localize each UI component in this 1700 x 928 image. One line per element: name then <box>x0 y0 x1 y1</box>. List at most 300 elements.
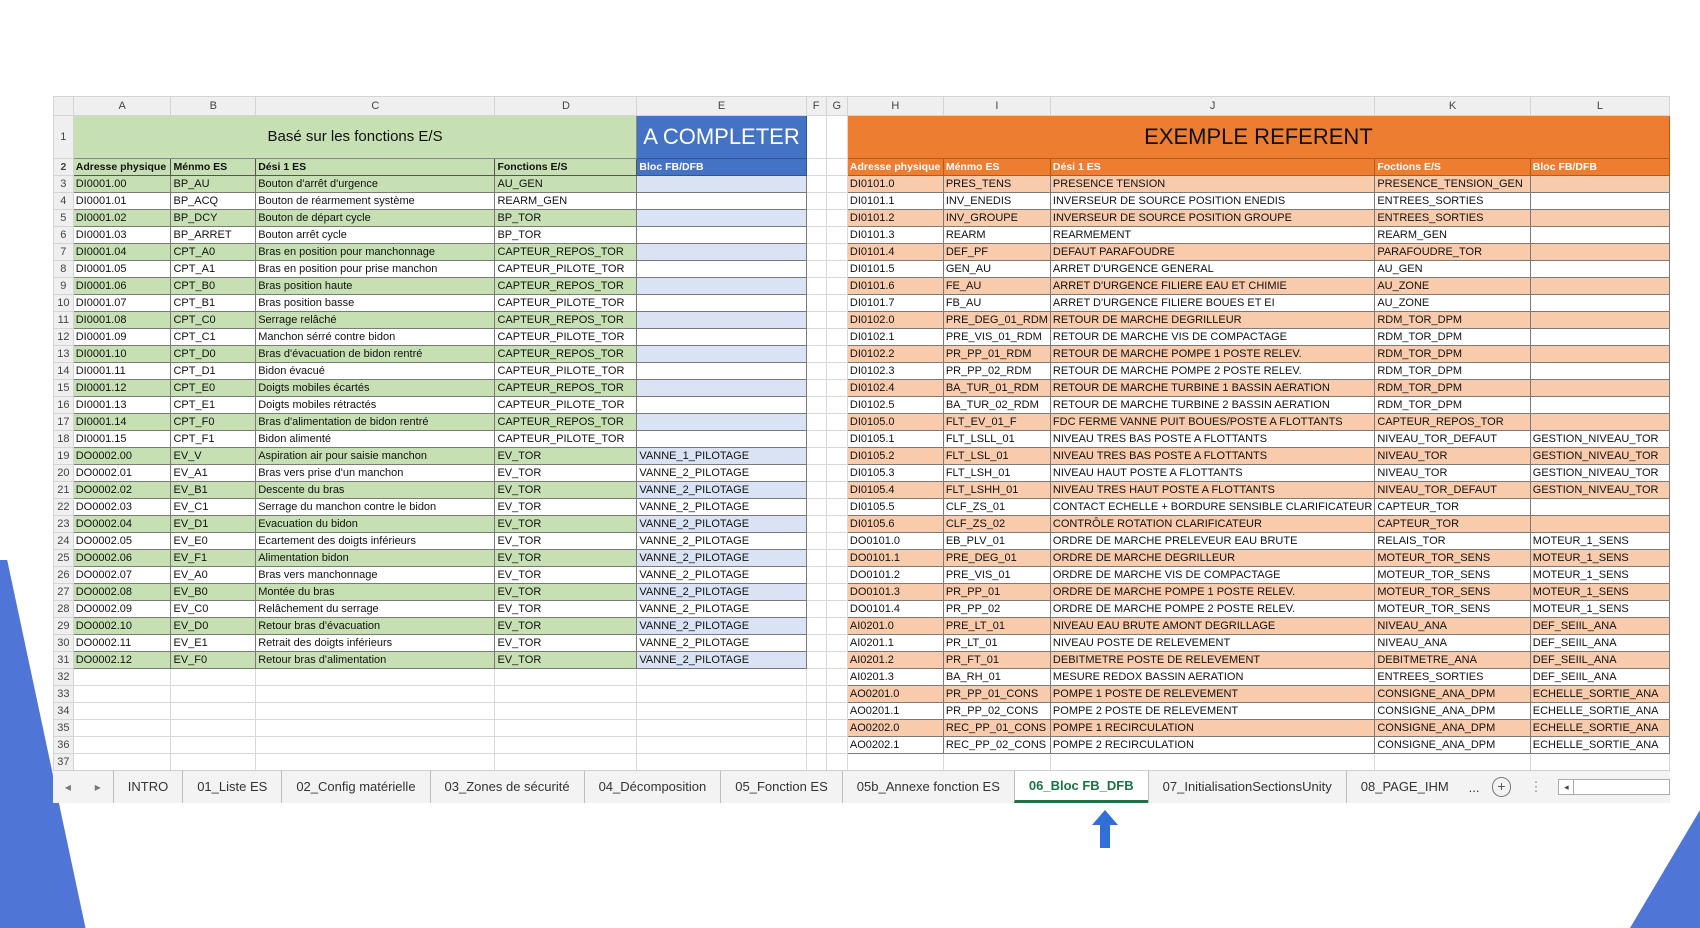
ref-cell-address[interactable]: DI0101.5 <box>847 261 943 278</box>
cell-desi[interactable]: Bouton arrêt cycle <box>256 227 495 244</box>
ref-cell-desi[interactable]: NIVEAU TRES BAS POSTE A FLOTTANTS <box>1050 431 1374 448</box>
column-header[interactable]: G <box>826 97 847 116</box>
cell-desi[interactable]: Relâchement du serrage <box>256 601 495 618</box>
cell[interactable] <box>806 244 826 261</box>
tab-intro[interactable]: INTRO <box>113 771 182 803</box>
cell[interactable] <box>826 601 847 618</box>
cell-desi[interactable]: Doigts mobiles écartés <box>256 380 495 397</box>
ref-cell-mnemo[interactable]: FLT_LSLL_01 <box>943 431 1050 448</box>
ref-cell-function[interactable]: RELAIS_TOR <box>1375 533 1530 550</box>
column-header[interactable]: H <box>847 97 943 116</box>
cell-function[interactable]: EV_TOR <box>495 499 637 516</box>
cell-address[interactable]: DI0001.00 <box>73 176 171 193</box>
cell-mnemo[interactable]: CPT_F0 <box>171 414 256 431</box>
ref-cell-desi[interactable]: ARRET D'URGENCE GENERAL <box>1050 261 1374 278</box>
ref-cell-function[interactable]: CONSIGNE_ANA_DPM <box>1375 703 1530 720</box>
cell-address[interactable]: DI0001.02 <box>73 210 171 227</box>
cell-mnemo[interactable]: EV_B1 <box>171 482 256 499</box>
cell[interactable] <box>806 193 826 210</box>
ref-cell-address[interactable]: DI0102.3 <box>847 363 943 380</box>
row-header[interactable]: 15 <box>54 380 74 397</box>
ref-cell-mnemo[interactable]: FB_AU <box>943 295 1050 312</box>
cell[interactable] <box>826 618 847 635</box>
tab-03-zones-de-s-curit[interactable]: 03_Zones de sécurité <box>430 771 584 803</box>
ref-cell-address[interactable]: DI0102.0 <box>847 312 943 329</box>
cell-address[interactable]: DO0002.02 <box>73 482 171 499</box>
ref-cell-bloc[interactable] <box>1530 261 1669 278</box>
ref-cell-desi[interactable]: POMPE 2 POSTE DE RELEVEMENT <box>1050 703 1374 720</box>
cell-bloc[interactable]: VANNE_2_PILOTAGE <box>637 618 806 635</box>
ref-cell-function[interactable]: RDM_TOR_DPM <box>1375 329 1530 346</box>
cell-address[interactable] <box>73 669 171 686</box>
row-header[interactable]: 17 <box>54 414 74 431</box>
ref-cell-address[interactable]: DO0101.3 <box>847 584 943 601</box>
ref-cell-mnemo[interactable]: BA_TUR_01_RDM <box>943 380 1050 397</box>
cell-function[interactable]: CAPTEUR_REPOS_TOR <box>495 312 637 329</box>
left-header-desi[interactable]: Dési 1 ES <box>256 159 495 176</box>
ref-cell-mnemo[interactable]: PR_PP_01 <box>943 584 1050 601</box>
ref-cell-mnemo[interactable]: BA_TUR_02_RDM <box>943 397 1050 414</box>
ref-cell-mnemo[interactable]: PR_PP_02_RDM <box>943 363 1050 380</box>
tab-scroll-prev-icon[interactable]: ◂ <box>64 780 71 794</box>
cell-function[interactable]: EV_TOR <box>495 618 637 635</box>
ref-cell-desi[interactable]: RETOUR DE MARCHE POMPE 1 POSTE RELEV. <box>1050 346 1374 363</box>
cell-mnemo[interactable]: CPT_A1 <box>171 261 256 278</box>
ref-cell-mnemo[interactable]: REC_PP_02_CONS <box>943 737 1050 754</box>
cell-bloc[interactable]: VANNE_2_PILOTAGE <box>637 584 806 601</box>
separator-dots-icon[interactable]: ⋮ <box>1529 779 1543 794</box>
ref-cell-desi[interactable]: MESURE REDOX BASSIN AERATION <box>1050 669 1374 686</box>
cell[interactable] <box>806 346 826 363</box>
row-header[interactable]: 8 <box>54 261 74 278</box>
cell[interactable] <box>806 210 826 227</box>
tab-08-page-ihm[interactable]: 08_PAGE_IHM <box>1346 771 1463 803</box>
cell-function[interactable]: EV_TOR <box>495 584 637 601</box>
cell-address[interactable]: DI0001.13 <box>73 397 171 414</box>
cell-bloc[interactable]: VANNE_2_PILOTAGE <box>637 652 806 669</box>
cell-function[interactable]: EV_TOR <box>495 516 637 533</box>
cell[interactable] <box>806 754 826 771</box>
cell-address[interactable]: DI0001.01 <box>73 193 171 210</box>
cell-desi[interactable]: Ecartement des doigts inférieurs <box>256 533 495 550</box>
cell-desi[interactable]: Bras vers prise d'un manchon <box>256 465 495 482</box>
right-header-desi[interactable]: Dési 1 ES <box>1050 159 1374 176</box>
cell-address[interactable]: DI0001.06 <box>73 278 171 295</box>
cell[interactable] <box>826 193 847 210</box>
cell[interactable] <box>806 176 826 193</box>
ref-cell-address[interactable]: AO0201.1 <box>847 703 943 720</box>
cell-function[interactable]: EV_TOR <box>495 567 637 584</box>
ref-cell-bloc[interactable]: ECHELLE_SORTIE_ANA <box>1530 703 1669 720</box>
cell-address[interactable]: DO0002.01 <box>73 465 171 482</box>
cell-address[interactable]: DI0001.03 <box>73 227 171 244</box>
cell-mnemo[interactable]: CPT_D1 <box>171 363 256 380</box>
ref-cell-function[interactable]: RDM_TOR_DPM <box>1375 346 1530 363</box>
ref-cell-function[interactable]: NIVEAU_TOR <box>1375 465 1530 482</box>
cell[interactable] <box>806 295 826 312</box>
cell-bloc[interactable]: VANNE_2_PILOTAGE <box>637 567 806 584</box>
ref-cell-address[interactable]: DI0105.3 <box>847 465 943 482</box>
ref-cell-mnemo[interactable]: PR_FT_01 <box>943 652 1050 669</box>
cell-mnemo[interactable] <box>171 669 256 686</box>
cell[interactable] <box>806 465 826 482</box>
cell[interactable] <box>826 210 847 227</box>
cell-mnemo[interactable]: EV_A0 <box>171 567 256 584</box>
ref-cell-mnemo[interactable]: GEN_AU <box>943 261 1050 278</box>
cell-desi[interactable]: Bouton de départ cycle <box>256 210 495 227</box>
cell-address[interactable]: DI0001.11 <box>73 363 171 380</box>
ref-cell-desi[interactable]: NIVEAU POSTE DE RELEVEMENT <box>1050 635 1374 652</box>
ref-cell-bloc[interactable] <box>1530 346 1669 363</box>
row-header[interactable]: 12 <box>54 329 74 346</box>
ref-cell-address[interactable]: DI0105.1 <box>847 431 943 448</box>
cell[interactable] <box>806 227 826 244</box>
ref-cell-function[interactable]: PARAFOUDRE_TOR <box>1375 244 1530 261</box>
ref-cell-function[interactable]: PRESENCE_TENSION_GEN <box>1375 176 1530 193</box>
ref-cell-mnemo[interactable]: PR_PP_01_CONS <box>943 686 1050 703</box>
ref-cell-mnemo[interactable]: INV_ENEDIS <box>943 193 1050 210</box>
cell[interactable] <box>826 516 847 533</box>
row-header[interactable]: 34 <box>54 703 74 720</box>
cell-desi[interactable]: Serrage du manchon contre le bidon <box>256 499 495 516</box>
cell-address[interactable]: DI0001.10 <box>73 346 171 363</box>
ref-cell-address[interactable]: DI0105.2 <box>847 448 943 465</box>
cell-function[interactable]: CAPTEUR_PILOTE_TOR <box>495 397 637 414</box>
cell-address[interactable]: DO0002.07 <box>73 567 171 584</box>
cell-bloc[interactable] <box>637 414 806 431</box>
cell[interactable] <box>826 261 847 278</box>
cell[interactable] <box>806 720 826 737</box>
ref-cell-address[interactable]: AI0201.3 <box>847 669 943 686</box>
ref-cell-desi[interactable]: RETOUR DE MARCHE VIS DE COMPACTAGE <box>1050 329 1374 346</box>
ref-cell-function[interactable]: NIVEAU_ANA <box>1375 618 1530 635</box>
cell[interactable] <box>806 635 826 652</box>
ref-cell-mnemo[interactable] <box>943 754 1050 771</box>
ref-cell-address[interactable]: DI0102.5 <box>847 397 943 414</box>
row-header[interactable]: 29 <box>54 618 74 635</box>
cell-bloc[interactable] <box>637 312 806 329</box>
cell-desi[interactable]: Bras position basse <box>256 295 495 312</box>
row-header[interactable]: 13 <box>54 346 74 363</box>
column-header[interactable]: A <box>73 97 171 116</box>
cell-function[interactable]: EV_TOR <box>495 601 637 618</box>
ref-cell-mnemo[interactable]: FLT_LSL_01 <box>943 448 1050 465</box>
cell-address[interactable]: DO0002.09 <box>73 601 171 618</box>
ref-cell-function[interactable]: RDM_TOR_DPM <box>1375 397 1530 414</box>
cell[interactable] <box>826 176 847 193</box>
ref-cell-address[interactable]: DO0101.4 <box>847 601 943 618</box>
banner-a-completer[interactable]: A COMPLETER <box>637 116 806 159</box>
ref-cell-mnemo[interactable]: FLT_LSH_01 <box>943 465 1050 482</box>
cell-mnemo[interactable]: BP_DCY <box>171 210 256 227</box>
ref-cell-address[interactable]: DI0105.5 <box>847 499 943 516</box>
ref-cell-mnemo[interactable]: EB_PLV_01 <box>943 533 1050 550</box>
row-header[interactable]: 19 <box>54 448 74 465</box>
cell-bloc[interactable] <box>637 210 806 227</box>
row-header[interactable]: 7 <box>54 244 74 261</box>
cell-function[interactable] <box>495 754 637 771</box>
left-header-bloc[interactable]: Bloc FB/DFB <box>637 159 806 176</box>
row-header[interactable]: 33 <box>54 686 74 703</box>
row-header[interactable]: 11 <box>54 312 74 329</box>
ref-cell-function[interactable]: NIVEAU_ANA <box>1375 635 1530 652</box>
ref-cell-bloc[interactable] <box>1530 516 1669 533</box>
cell[interactable] <box>826 686 847 703</box>
cell-mnemo[interactable] <box>171 686 256 703</box>
cell[interactable] <box>806 363 826 380</box>
ref-cell-desi[interactable]: INVERSEUR DE SOURCE POSITION GROUPE <box>1050 210 1374 227</box>
horizontal-scrollbar[interactable] <box>1558 779 1670 795</box>
ref-cell-address[interactable]: AI0201.0 <box>847 618 943 635</box>
cell-desi[interactable]: Montée du bras <box>256 584 495 601</box>
ref-cell-address[interactable]: AI0201.1 <box>847 635 943 652</box>
cell-address[interactable]: DI0001.09 <box>73 329 171 346</box>
cell-mnemo[interactable] <box>171 720 256 737</box>
ref-cell-function[interactable]: CONSIGNE_ANA_DPM <box>1375 686 1530 703</box>
row-header[interactable]: 10 <box>54 295 74 312</box>
ref-cell-desi[interactable]: ORDRE DE MARCHE POMPE 1 POSTE RELEV. <box>1050 584 1374 601</box>
cell-bloc[interactable] <box>637 380 806 397</box>
cell[interactable] <box>806 601 826 618</box>
cell-desi[interactable]: Bidon évacué <box>256 363 495 380</box>
cell[interactable] <box>806 499 826 516</box>
cell-desi[interactable] <box>256 703 495 720</box>
cell-bloc[interactable]: VANNE_2_PILOTAGE <box>637 465 806 482</box>
cell-function[interactable]: CAPTEUR_REPOS_TOR <box>495 278 637 295</box>
cell-address[interactable]: DO0002.08 <box>73 584 171 601</box>
ref-cell-bloc[interactable] <box>1530 754 1669 771</box>
cell-bloc[interactable] <box>637 295 806 312</box>
ref-cell-desi[interactable]: NIVEAU EAU BRUTE AMONT DEGRILLAGE <box>1050 618 1374 635</box>
ref-cell-bloc[interactable]: MOTEUR_1_SENS <box>1530 550 1669 567</box>
cell-mnemo[interactable]: BP_AU <box>171 176 256 193</box>
row-header[interactable]: 36 <box>54 737 74 754</box>
row-header[interactable]: 20 <box>54 465 74 482</box>
cell[interactable] <box>826 720 847 737</box>
ref-cell-desi[interactable]: NIVEAU TRES HAUT POSTE A FLOTTANTS <box>1050 482 1374 499</box>
cell[interactable] <box>826 346 847 363</box>
ref-cell-address[interactable]: DO0101.2 <box>847 567 943 584</box>
cell-function[interactable] <box>495 686 637 703</box>
cell[interactable] <box>826 465 847 482</box>
cell[interactable] <box>826 635 847 652</box>
ref-cell-function[interactable]: CONSIGNE_ANA_DPM <box>1375 720 1530 737</box>
cell[interactable] <box>806 414 826 431</box>
cell-mnemo[interactable] <box>171 737 256 754</box>
right-header-functions[interactable]: Foctions E/S <box>1375 159 1530 176</box>
row-header[interactable]: 27 <box>54 584 74 601</box>
ref-cell-bloc[interactable]: ECHELLE_SORTIE_ANA <box>1530 720 1669 737</box>
ref-cell-address[interactable]: DI0101.2 <box>847 210 943 227</box>
column-header[interactable]: F <box>806 97 826 116</box>
ref-cell-address[interactable]: DI0101.0 <box>847 176 943 193</box>
ref-cell-function[interactable]: NIVEAU_TOR_DEFAUT <box>1375 431 1530 448</box>
ref-cell-mnemo[interactable]: FLT_LSHH_01 <box>943 482 1050 499</box>
ref-cell-bloc[interactable]: MOTEUR_1_SENS <box>1530 601 1669 618</box>
ref-cell-function[interactable]: AU_ZONE <box>1375 295 1530 312</box>
cell-desi[interactable]: Doigts mobiles rétractés <box>256 397 495 414</box>
cell-mnemo[interactable] <box>171 703 256 720</box>
cell-function[interactable]: CAPTEUR_PILOTE_TOR <box>495 329 637 346</box>
cell-mnemo[interactable] <box>171 754 256 771</box>
cell-desi[interactable]: Bras en position pour prise manchon <box>256 261 495 278</box>
cell-desi[interactable]: Bidon alimenté <box>256 431 495 448</box>
cell[interactable] <box>826 363 847 380</box>
select-all-corner[interactable] <box>54 97 74 116</box>
cell-function[interactable]: EV_TOR <box>495 465 637 482</box>
right-header-bloc[interactable]: Bloc FB/DFB <box>1530 159 1669 176</box>
row-header[interactable]: 2 <box>54 159 74 176</box>
cell[interactable] <box>826 431 847 448</box>
cell-bloc[interactable] <box>637 720 806 737</box>
cell-bloc[interactable] <box>637 244 806 261</box>
ref-cell-function[interactable]: MOTEUR_TOR_SENS <box>1375 601 1530 618</box>
cell-address[interactable] <box>73 703 171 720</box>
cell-desi[interactable]: Bras d'alimentation de bidon rentré <box>256 414 495 431</box>
ref-cell-desi[interactable]: POMPE 1 POSTE DE RELEVEMENT <box>1050 686 1374 703</box>
cell-mnemo[interactable]: CPT_D0 <box>171 346 256 363</box>
cell-address[interactable] <box>73 754 171 771</box>
row-header[interactable]: 28 <box>54 601 74 618</box>
cell-bloc[interactable] <box>637 669 806 686</box>
cell-address[interactable]: DI0001.15 <box>73 431 171 448</box>
ref-cell-mnemo[interactable]: PR_LT_01 <box>943 635 1050 652</box>
tab-05-fonction-es[interactable]: 05_Fonction ES <box>720 771 842 803</box>
ref-cell-bloc[interactable] <box>1530 227 1669 244</box>
cell-desi[interactable] <box>256 754 495 771</box>
cell-address[interactable] <box>73 737 171 754</box>
cell[interactable] <box>826 482 847 499</box>
row-header[interactable]: 32 <box>54 669 74 686</box>
ref-cell-desi[interactable]: ARRET D'URGENCE FILIERE BOUES ET EI <box>1050 295 1374 312</box>
cell-mnemo[interactable]: CPT_B0 <box>171 278 256 295</box>
more-tabs-button[interactable]: ... <box>1468 779 1480 795</box>
ref-cell-desi[interactable]: POMPE 2 RECIRCULATION <box>1050 737 1374 754</box>
column-header[interactable]: I <box>943 97 1050 116</box>
ref-cell-bloc[interactable] <box>1530 278 1669 295</box>
row-header[interactable]: 1 <box>54 116 74 159</box>
cell-function[interactable]: CAPTEUR_REPOS_TOR <box>495 346 637 363</box>
ref-cell-function[interactable]: RDM_TOR_DPM <box>1375 312 1530 329</box>
cell-function[interactable]: CAPTEUR_REPOS_TOR <box>495 380 637 397</box>
ref-cell-function[interactable]: MOTEUR_TOR_SENS <box>1375 584 1530 601</box>
ref-cell-mnemo[interactable]: CLF_ZS_02 <box>943 516 1050 533</box>
ref-cell-desi[interactable]: ORDRE DE MARCHE DEGRILLEUR <box>1050 550 1374 567</box>
cell-desi[interactable]: Evacuation du bidon <box>256 516 495 533</box>
cell-bloc[interactable]: VANNE_2_PILOTAGE <box>637 635 806 652</box>
tab-01-liste-es[interactable]: 01_Liste ES <box>182 771 281 803</box>
cell-bloc[interactable]: VANNE_2_PILOTAGE <box>637 550 806 567</box>
cell-desi[interactable]: Retrait des doigts inférieurs <box>256 635 495 652</box>
row-header[interactable]: 25 <box>54 550 74 567</box>
ref-cell-function[interactable]: REARM_GEN <box>1375 227 1530 244</box>
cell-desi[interactable]: Bouton d'arrêt d'urgence <box>256 176 495 193</box>
ref-cell-bloc[interactable] <box>1530 397 1669 414</box>
cell-bloc[interactable] <box>637 397 806 414</box>
ref-cell-bloc[interactable]: GESTION_NIVEAU_TOR <box>1530 448 1669 465</box>
column-header[interactable]: J <box>1050 97 1374 116</box>
ref-cell-address[interactable]: AO0201.0 <box>847 686 943 703</box>
ref-cell-mnemo[interactable]: PR_PP_02 <box>943 601 1050 618</box>
ref-cell-bloc[interactable] <box>1530 193 1669 210</box>
ref-cell-function[interactable]: RDM_TOR_DPM <box>1375 380 1530 397</box>
cell[interactable] <box>806 261 826 278</box>
ref-cell-bloc[interactable] <box>1530 329 1669 346</box>
cell-desi[interactable]: Bras vers manchonnage <box>256 567 495 584</box>
tab-scroll-next-icon[interactable]: ▸ <box>94 780 101 794</box>
cell-address[interactable] <box>73 720 171 737</box>
ref-cell-bloc[interactable] <box>1530 295 1669 312</box>
cell-mnemo[interactable]: CPT_E0 <box>171 380 256 397</box>
cell-function[interactable]: AU_GEN <box>495 176 637 193</box>
cell[interactable] <box>826 703 847 720</box>
cell[interactable] <box>806 686 826 703</box>
cell[interactable] <box>826 244 847 261</box>
cell-desi[interactable]: Retour bras d'alimentation <box>256 652 495 669</box>
cell-function[interactable]: REARM_GEN <box>495 193 637 210</box>
cell-function[interactable]: CAPTEUR_REPOS_TOR <box>495 414 637 431</box>
cell-bloc[interactable] <box>637 176 806 193</box>
cell[interactable] <box>806 652 826 669</box>
ref-cell-desi[interactable]: NIVEAU TRES BAS POSTE A FLOTTANTS <box>1050 448 1374 465</box>
cell-bloc[interactable]: VANNE_2_PILOTAGE <box>637 482 806 499</box>
ref-cell-bloc[interactable]: DEF_SEIIL_ANA <box>1530 652 1669 669</box>
cell[interactable] <box>806 380 826 397</box>
cell-function[interactable]: EV_TOR <box>495 448 637 465</box>
cell[interactable] <box>826 669 847 686</box>
ref-cell-mnemo[interactable]: BA_RH_01 <box>943 669 1050 686</box>
cell[interactable] <box>806 550 826 567</box>
cell-function[interactable]: EV_TOR <box>495 652 637 669</box>
cell[interactable] <box>806 567 826 584</box>
cell-bloc[interactable] <box>637 363 806 380</box>
ref-cell-bloc[interactable]: MOTEUR_1_SENS <box>1530 533 1669 550</box>
cell[interactable] <box>826 533 847 550</box>
ref-cell-desi[interactable]: RETOUR DE MARCHE TURBINE 2 BASSIN AERATION <box>1050 397 1374 414</box>
cell[interactable] <box>826 550 847 567</box>
cell[interactable] <box>806 482 826 499</box>
cell-desi[interactable]: Descente du bras <box>256 482 495 499</box>
ref-cell-function[interactable]: CAPTEUR_TOR <box>1375 499 1530 516</box>
cell-bloc[interactable] <box>637 261 806 278</box>
ref-cell-mnemo[interactable]: DEF_PF <box>943 244 1050 261</box>
ref-cell-desi[interactable]: ORDRE DE MARCHE POMPE 2 POSTE RELEV. <box>1050 601 1374 618</box>
ref-cell-address[interactable]: DI0101.7 <box>847 295 943 312</box>
cell[interactable] <box>806 669 826 686</box>
ref-cell-desi[interactable]: RETOUR DE MARCHE TURBINE 1 BASSIN AERATION <box>1050 380 1374 397</box>
row-header[interactable]: 5 <box>54 210 74 227</box>
ref-cell-bloc[interactable] <box>1530 176 1669 193</box>
cell-bloc[interactable] <box>637 278 806 295</box>
ref-cell-mnemo[interactable]: FLT_EV_01_F <box>943 414 1050 431</box>
column-header[interactable]: D <box>495 97 637 116</box>
cell[interactable] <box>826 227 847 244</box>
cell-address[interactable]: DI0001.08 <box>73 312 171 329</box>
row-header[interactable]: 16 <box>54 397 74 414</box>
row-header[interactable]: 35 <box>54 720 74 737</box>
cell-mnemo[interactable]: BP_ARRET <box>171 227 256 244</box>
ref-cell-function[interactable]: CAPTEUR_TOR <box>1375 516 1530 533</box>
cell-address[interactable]: DO0002.04 <box>73 516 171 533</box>
cell-mnemo[interactable]: EV_F0 <box>171 652 256 669</box>
banner-exemple-referent[interactable]: EXEMPLE REFERENT <box>847 116 1669 159</box>
ref-cell-desi[interactable]: RETOUR DE MARCHE POMPE 2 POSTE RELEV. <box>1050 363 1374 380</box>
cell[interactable] <box>826 278 847 295</box>
cell-mnemo[interactable]: EV_D0 <box>171 618 256 635</box>
ref-cell-function[interactable]: ENTREES_SORTIES <box>1375 193 1530 210</box>
cell-mnemo[interactable]: CPT_A0 <box>171 244 256 261</box>
cell[interactable] <box>826 652 847 669</box>
